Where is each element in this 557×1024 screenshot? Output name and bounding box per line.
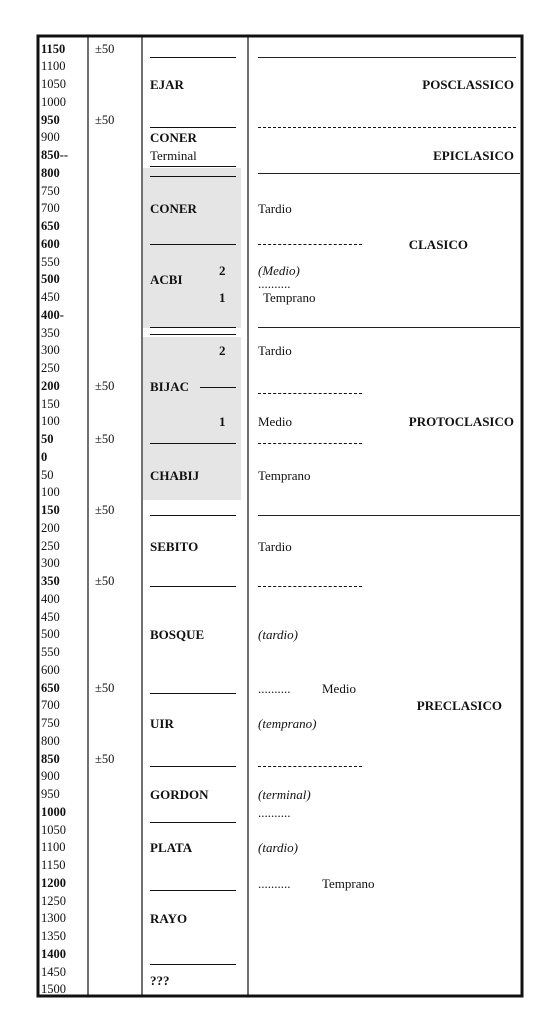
stage-label: Temprano bbox=[322, 875, 375, 891]
uncertainty-label: ±50 bbox=[95, 503, 115, 517]
phase-label: GORDON bbox=[150, 787, 209, 802]
stage-label: Tardio bbox=[258, 343, 292, 359]
year-label: 1150 bbox=[41, 858, 66, 872]
year-label: 250 bbox=[41, 538, 60, 553]
uncertainty-label: ±50 bbox=[95, 432, 115, 446]
year-label: 200 bbox=[41, 520, 60, 535]
phase-boundary bbox=[150, 244, 236, 245]
phase-label: ??? bbox=[150, 973, 170, 989]
phase-label: Terminal bbox=[150, 148, 197, 163]
stage-boundary bbox=[258, 443, 362, 444]
phase-label: BIJAC bbox=[150, 378, 190, 394]
stage-label: (tardio) bbox=[258, 840, 298, 856]
phase-boundary bbox=[150, 334, 236, 335]
uncertainty-label: ±50 bbox=[95, 112, 115, 127]
year-label: 600 bbox=[41, 236, 60, 251]
year-label: 350 bbox=[41, 574, 60, 588]
year-label: 950 bbox=[41, 787, 60, 801]
phase-boundary bbox=[150, 890, 236, 891]
period-label: POSCLASSICO bbox=[422, 77, 514, 92]
year-label: 100 bbox=[41, 414, 60, 429]
year-label: 1100 bbox=[41, 59, 66, 74]
stage-label: (Medio) bbox=[258, 263, 300, 279]
stage-boundary bbox=[258, 515, 520, 516]
stage-label: (temprano) bbox=[258, 716, 317, 731]
year-label: 50 bbox=[41, 432, 54, 446]
stage-boundary bbox=[258, 57, 516, 58]
year-label: 950 bbox=[41, 112, 60, 127]
year-label: 750 bbox=[41, 183, 60, 198]
period-label: PRECLASICO bbox=[416, 698, 502, 714]
stage-label: (tardio) bbox=[258, 627, 298, 643]
phase-boundary bbox=[150, 327, 236, 328]
year-label: 1300 bbox=[41, 911, 66, 926]
year-label: 800 bbox=[41, 165, 60, 180]
phase-label: RAYO bbox=[150, 911, 188, 927]
year-label: 300 bbox=[41, 556, 60, 571]
stage-label: (terminal) bbox=[258, 787, 311, 802]
year-label: 850 bbox=[41, 751, 60, 766]
year-label: 700 bbox=[41, 201, 60, 216]
phase-boundary bbox=[150, 443, 236, 444]
subphase-number: 1 bbox=[219, 290, 226, 305]
phase-label: PLATA bbox=[150, 840, 193, 856]
phase-label: CONER bbox=[150, 130, 197, 146]
year-label: 1450 bbox=[41, 964, 66, 979]
stage-label: Tardio bbox=[258, 201, 292, 217]
year-label: 1100 bbox=[41, 840, 66, 855]
year-label: 750 bbox=[41, 716, 60, 730]
stage-label: Medio bbox=[258, 414, 292, 430]
phase-boundary bbox=[200, 387, 236, 388]
phase-boundary bbox=[150, 57, 236, 58]
stage-boundary bbox=[258, 327, 520, 328]
year-label: 1000 bbox=[41, 94, 66, 109]
year-label: 800 bbox=[41, 733, 60, 748]
uncertainty-label: ±50 bbox=[95, 680, 115, 695]
phase-label: ACBI bbox=[150, 272, 183, 288]
phase-boundary bbox=[150, 822, 236, 823]
year-label: 650 bbox=[41, 680, 60, 695]
phase-label: SEBITO bbox=[150, 538, 199, 554]
subphase-number: 2 bbox=[219, 343, 226, 359]
stage-label: Temprano bbox=[263, 290, 316, 305]
phase-boundary bbox=[150, 766, 236, 767]
year-label: 150 bbox=[41, 503, 60, 517]
period-label: EPICLASICO bbox=[433, 148, 514, 163]
uncertainty-label: ±50 bbox=[95, 751, 115, 766]
year-label: 1200 bbox=[41, 875, 66, 890]
year-label: 1400 bbox=[41, 946, 66, 961]
stage-label: .......... bbox=[258, 680, 291, 696]
phase-label: EJAR bbox=[150, 77, 184, 92]
stage-boundary bbox=[258, 766, 362, 767]
stage-boundary bbox=[258, 127, 516, 128]
phase-label: UIR bbox=[150, 716, 174, 731]
uncertainty-label: ±50 bbox=[95, 378, 115, 393]
period-label: CLASICO bbox=[408, 236, 468, 252]
year-label: 100 bbox=[41, 485, 60, 500]
year-label: 600 bbox=[41, 662, 60, 677]
year-label: 200 bbox=[41, 378, 60, 393]
stage-boundary bbox=[258, 244, 362, 245]
phase-boundary bbox=[150, 166, 236, 167]
stage-boundary bbox=[258, 586, 362, 587]
year-label: 900 bbox=[41, 130, 60, 145]
uncertainty-label: ±50 bbox=[95, 574, 115, 588]
year-label: 500 bbox=[41, 627, 60, 642]
stage-boundary bbox=[258, 173, 520, 174]
stage-label: Temprano bbox=[258, 467, 311, 483]
year-label: 1000 bbox=[41, 804, 66, 819]
year-label: 450 bbox=[41, 609, 60, 624]
phase-boundary bbox=[150, 515, 236, 516]
stage-label: Tardio bbox=[258, 538, 292, 554]
year-label: 400 bbox=[41, 591, 60, 606]
year-label: 350 bbox=[41, 325, 60, 340]
year-label: 1250 bbox=[41, 893, 66, 908]
phase-boundary bbox=[150, 176, 236, 177]
year-label: 300 bbox=[41, 343, 60, 358]
stage-label: .......... bbox=[258, 804, 291, 820]
year-label: 1050 bbox=[41, 77, 66, 91]
year-label: 50 bbox=[41, 467, 54, 482]
year-label: 500 bbox=[41, 272, 60, 287]
phase-boundary bbox=[150, 127, 236, 128]
year-label: 650 bbox=[41, 219, 60, 233]
shade-zone bbox=[143, 168, 241, 328]
year-label: 1500 bbox=[41, 982, 66, 997]
year-label: 250 bbox=[41, 361, 60, 375]
phase-boundary bbox=[150, 693, 236, 694]
year-label: 900 bbox=[41, 769, 60, 784]
year-label: 700 bbox=[41, 698, 60, 713]
year-label: 1150 bbox=[41, 41, 66, 56]
year-label: 1050 bbox=[41, 822, 66, 837]
period-label: PROTOCLASICO bbox=[408, 414, 514, 430]
subphase-number: 1 bbox=[219, 414, 226, 430]
year-label: 850-- bbox=[41, 148, 69, 162]
year-label: 400- bbox=[41, 307, 64, 322]
stage-label: .......... bbox=[258, 875, 291, 891]
year-label: 150 bbox=[41, 396, 60, 411]
phase-boundary bbox=[150, 586, 236, 587]
stage-label: Medio bbox=[322, 680, 356, 696]
phase-label: BOSQUE bbox=[150, 627, 205, 643]
year-label: 450 bbox=[41, 290, 60, 304]
phase-boundary bbox=[150, 964, 236, 965]
stage-label: .......... bbox=[258, 275, 291, 291]
year-label: 0 bbox=[41, 449, 48, 464]
year-label: 550 bbox=[41, 254, 60, 269]
year-label: 550 bbox=[41, 645, 60, 659]
subphase-number: 2 bbox=[219, 263, 226, 279]
phase-label: CHABIJ bbox=[150, 467, 200, 483]
phase-label: CONER bbox=[150, 201, 197, 217]
stage-boundary bbox=[258, 393, 362, 394]
uncertainty-label: ±50 bbox=[95, 41, 115, 56]
year-label: 1350 bbox=[41, 929, 66, 943]
